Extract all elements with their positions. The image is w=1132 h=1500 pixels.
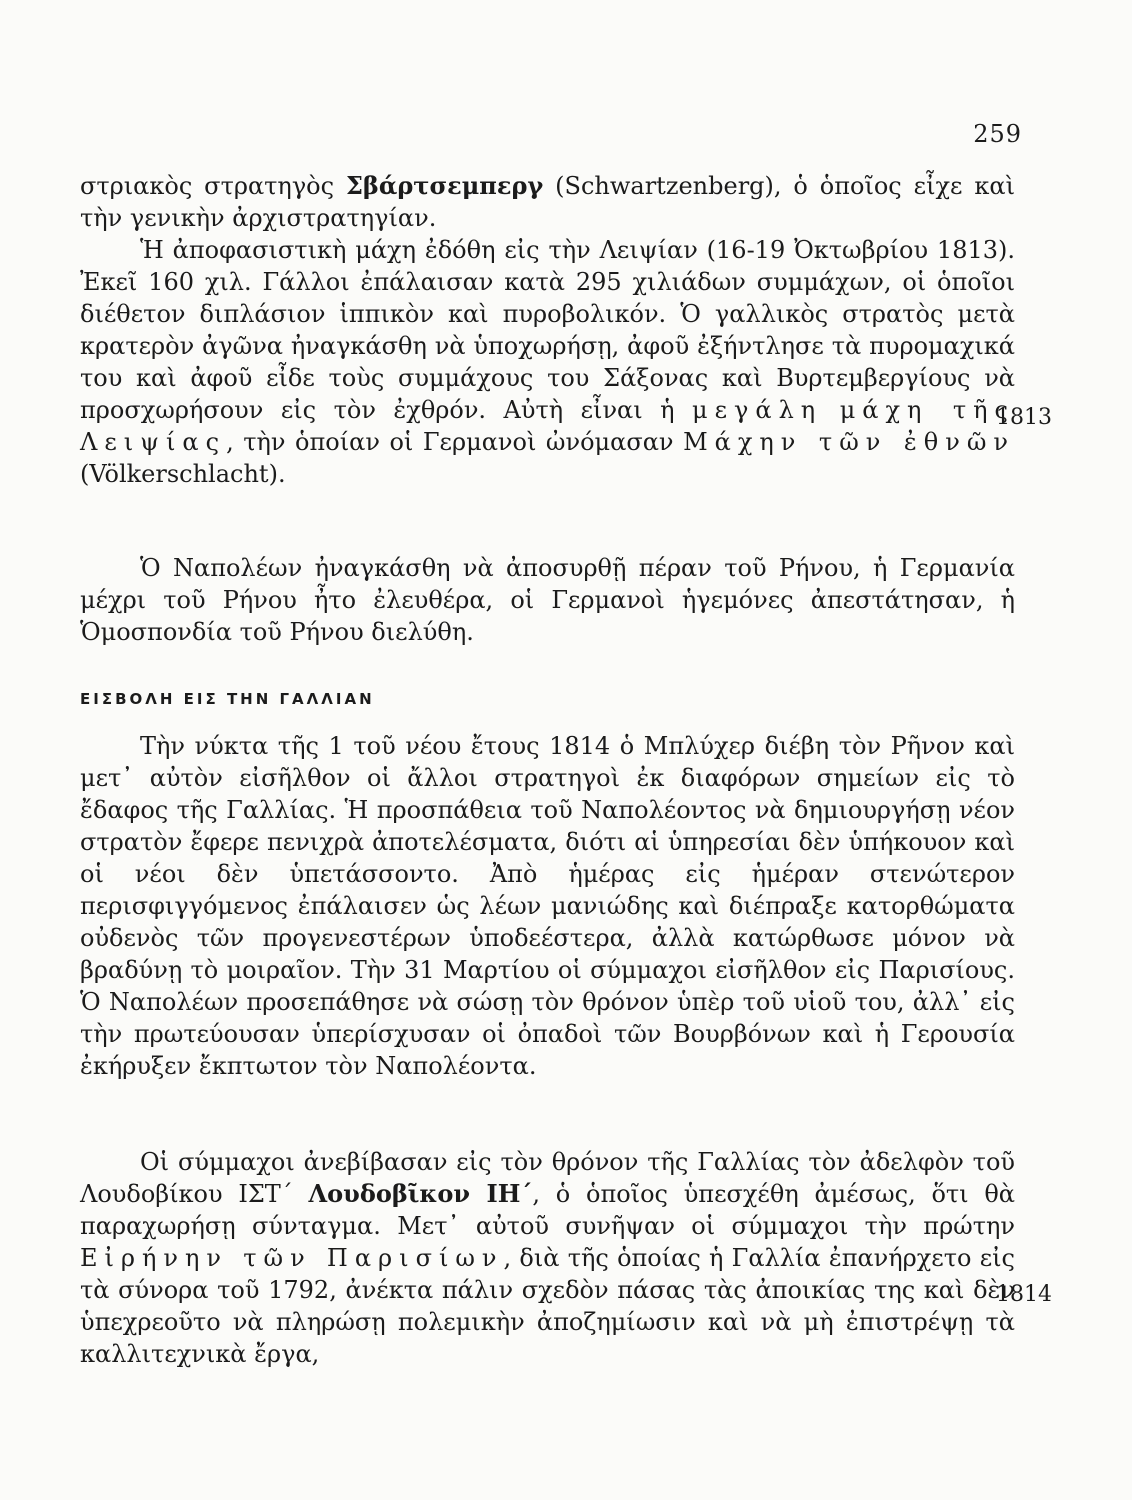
emphasis-battle-name: μάχη τῆς Λειψίας [80,396,1015,456]
emphasis-megali: μεγάλη [692,396,823,424]
emphasis-battle-of-nations: Μάχην τῶν ἐθνῶν [683,428,1015,456]
emphasis-peace-of-paris: Εἰρήνην τῶν Παρισίων [80,1244,504,1272]
paragraph-invasion: Τὴν νύκτα τῆς 1 τοῦ νέου ἔτους 1814 ὁ Μπλύχερ διέβη τὸν Ρῆνον καὶ μετ᾽ αὐτὸν εἰσῆλθον οἱ ἄλλοι στρατηγοὶ ἐκ διαφόρων σημείων εἰς τὸ ἔδαφος τῆς Γαλλίας. Ἡ προσπάθεια τοῦ Ναπολέοντος νὰ δημιουργήσῃ νέον στρατὸν ἔφερε πενιχρὰ ἀποτελέσματα, διότι αἱ ὑπηρεσίαι δὲν ὑπήκουον καὶ οἱ νέοι δὲν ὑπετάσσοντο. Ἀπὸ ἡμέρας εἰς ἡμέραν στενώτερον περισφιγγόμενος ἐπάλαισεν ὡς λέων μανιώδης καὶ διέπραξε κατορθώματα οὐδενὸς τῶν προγενεστέρων ὑποδεέστερα, ἀλλὰ κατώρθωσε μόνον νὰ βραδύνῃ τὸ μοιραῖον. Τὴν 31 Μαρτίου οἱ σύμμαχοι εἰσῆλθον εἰς Παρισίους. Ὁ Ναπολέων προσεπάθησε νὰ σώσῃ τὸν θρόνον ὑπὲρ τοῦ υἱοῦ του, ἀλλ᾽ εἰς τὴν πρωτεύουσαν ὑπερίσχυσαν οἱ ὀπαδοὶ τῶν Βουρβόνων καὶ ἡ Γερουσία ἐκήρυξεν ἔκπτωτον τὸν Ναπολέοντα. [80,732,1015,1080]
text-run [822,396,840,424]
text-run: στριακὸς στρατηγὸς [80,172,346,200]
margin-note-1814: 1814 [996,1282,1052,1307]
text-run: (Schwartzenberg), ὁ ὁποῖος εἶχε καὶ τὴν γενικὴν ἀρχιστρατηγίαν. [80,172,1015,232]
text-run: (Völkerschlacht). [80,460,286,488]
paragraph-rhine-retreat: Ὁ Ναπολέων ἠναγκάσθη νὰ ἀποσυρθῇ πέραν τοῦ Ρήνου, ἡ Γερμανία μέχρι τοῦ Ρήνου ἦτο ἐλευθέρα, οἱ Γερμανοὶ ἡγεμόνες ἀπεστάτησαν, ἡ Ὁμοσπονδία τοῦ Ρήνου διελύθη. [80,554,1015,646]
paragraph-battle-leipzig [80,234,1015,490]
name-schwartzenberg: Σβάρτσεμπεργ [345,171,544,200]
margin-note-1813: 1813 [996,405,1052,430]
text-run: , ὁ ὁποῖος ὑπεσχέθη ἀμέσως, ὅτι θὰ παραχωρήσῃ σύνταγμα. Μετ᾽ αὐτοῦ συνῆψαν οἱ σύμμαχοι τὴν πρώτην [80,1180,1015,1240]
text-run: , διὰ τῆς ὁποίας ἡ Γαλλία ἐπανήρχετο εἰς τὰ σύνορα τοῦ 1792, ἀνέκτα πάλιν σχεδὸν πάσας τὰς ἀποικίας της καὶ δὲν ὑπεχρεοῦτο νὰ πληρώσῃ πολεμικὴν ἀποζημίωσιν καὶ νὰ μὴ ἐπιστρέψῃ τὰ καλλιτεχνικὰ ἔργα, [80,1244,1015,1368]
paragraph-restoration [80,1146,1015,1370]
name-louis-xviii: Λουδοβῖκον ΙΗ´ [308,1179,533,1208]
section-heading: ΕΙΣΒΟΛΗ ΕΙΣ ΤΗΝ ΓΑΛΛΙΑΝ [80,690,375,708]
paragraph-schwartzenberg [80,170,1015,234]
text-run: Ἡ ἀποφασιστικὴ μάχη ἐδόθη εἰς τὴν Λειψίαν (16-19 Ὀκτωβρίου 1813). Ἐκεῖ 160 χιλ. Γάλλοι ἐπάλαισαν κατὰ 295 χιλιάδων συμμάχων, οἱ ὁποῖοι διέθετον διπλάσιον ἱππικὸν καὶ πυροβολικόν. Ὁ γαλλικὸς στρατὸς μετὰ κρατερὸν ἀγῶνα ἠναγκάσθη νὰ ὑποχωρήσῃ, ἀφοῦ ἐξήντλησε τὰ πυρομαχικά του καὶ ἀφοῦ εἶδε τοὺς συμμάχους του Σάξονας καὶ Βυρτεμβεργίους νὰ προσχωρήσουν εἰς τὸν ἐχθρόν. Αὐτὴ εἶναι ἡ [80,236,1015,424]
page-number: 259 [973,120,1022,148]
text-run: , τὴν ὁποίαν οἱ Γερμανοὶ ὠνόμασαν [226,428,684,456]
text-run: Οἱ σύμμαχοι ἀνεβίβασαν εἰς τὸν θρόνον τῆς Γαλλίας τὸν ἀδελφὸν τοῦ Λουδοβίκου ΙΣΤ´ [80,1148,1015,1208]
paragraph-block-restoration [80,1146,1015,1370]
paragraph-block-leipzig [80,170,1015,490]
